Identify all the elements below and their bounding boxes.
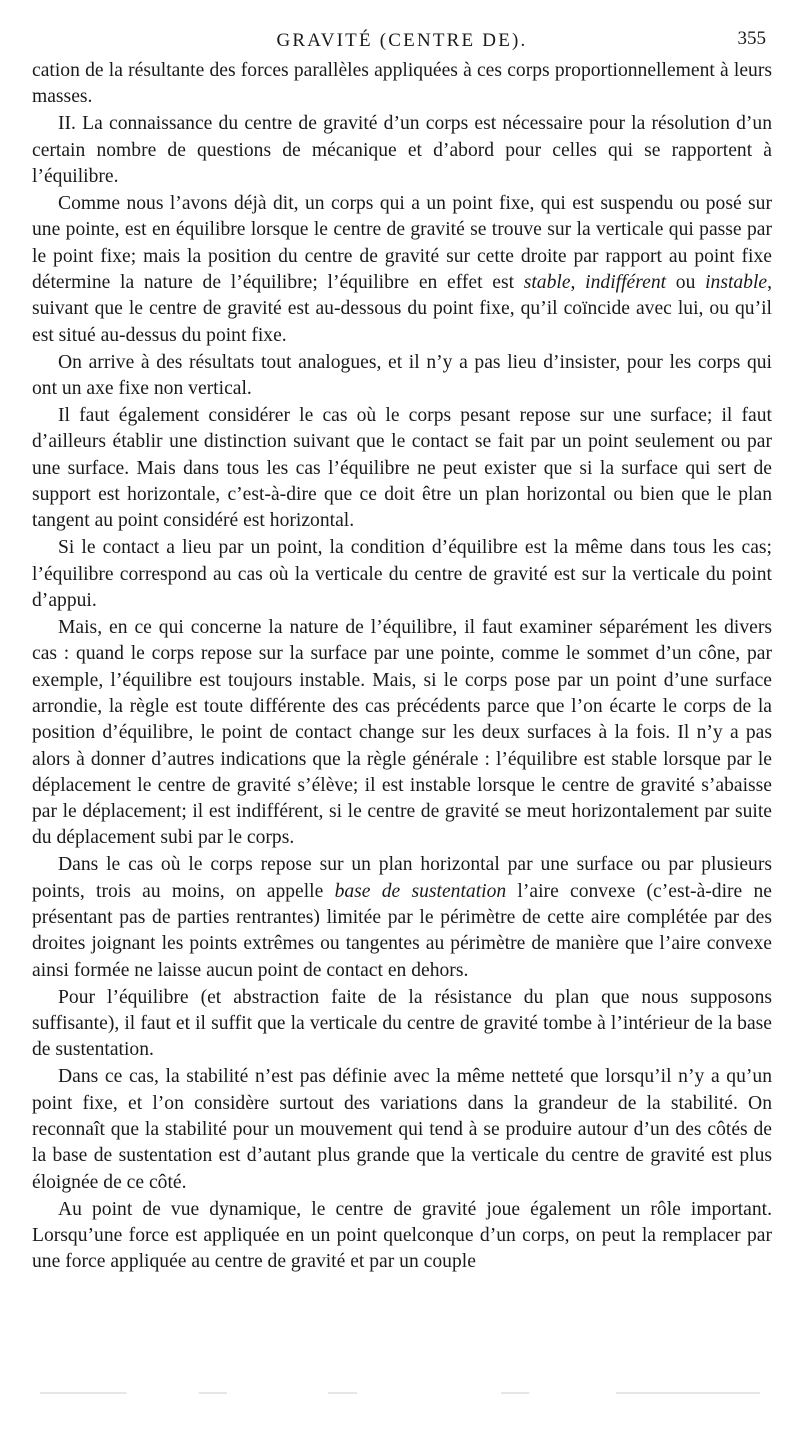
document-page <box>32 22 772 1412</box>
paragraph-text: ou <box>666 271 706 293</box>
paragraph-text: , suivant que le centre de gravité est au-dessous du point fixe, qu’il coïncide avec lui, ou qu’il est situé au-dessus du point fixe. <box>32 271 773 346</box>
paragraph <box>32 403 772 534</box>
italic-term: base de sustentation <box>334 880 507 902</box>
paragraph <box>32 111 772 190</box>
paragraph <box>32 1197 772 1276</box>
paragraph-text: , <box>570 271 586 293</box>
paragraph-text: Il faut également considérer le cas où le corps pesant repose sur une surface; il faut d’ailleurs établir une distinction suivant que le contact se fait par un point seulement ou par une surface. Mais dans tous les cas l’équilibre ne peut exister que si la surface qui sert de support est horizontale, c’est-à-dire que ce doit être un plan horizontal ou bien que le plan tangent au point considéré est horizontal. <box>32 405 772 532</box>
paragraph-text: cation de la résultante des forces parallèles appliquées à ces corps proportionnellement à leurs masses. <box>32 60 772 108</box>
paragraph-text: Si le contact a lieu par un point, la condition d’équilibre est la même dans tous les cas; l’équilibre correspond au cas où la verticale du centre de gravité est sur la verticale du point d’appui. <box>32 537 772 611</box>
scan-artifact-line <box>40 1392 760 1394</box>
paragraph-text: Au point de vue dynamique, le centre de gravité joue également un rôle important. Lorsqu’une force est appliquée en un point quelconque d’un corps, on peut la remplacer par une force appliquée au centre de gravité et par un couple <box>32 1198 772 1273</box>
running-head: GRAVITÉ (CENTRE DE). <box>276 30 528 51</box>
paragraph <box>32 1064 772 1195</box>
body-text <box>32 58 772 1276</box>
paragraph <box>32 350 772 403</box>
paragraph-text: Dans ce cas, la stabilité n’est pas définie avec la même netteté que lorsqu’il n’y a qu’un point fixe, et l’on considère surtout des variations dans la grandeur de la stabilité. On reconnaît que la stabilité pour un mouvement qui tend à se produire autour d’un des côtés de la base de sustentation est d’autant plus grande que la verticale du centre de gravité est plus éloignée de ce côté. <box>32 1066 772 1193</box>
paragraph <box>32 191 772 349</box>
paragraph-text: Pour l’équilibre (et abstraction faite de la résistance du plan que nous supposons suffisante), il faut et il suffit que la verticale du centre de gravité tombe à l’intérieur de la base de sustentation. <box>32 986 772 1061</box>
paragraph <box>32 985 772 1064</box>
paragraph-text: Mais, en ce qui concerne la nature de l’équilibre, il faut examiner séparément les divers cas : quand le corps repose sur la surface par une pointe, comme le sommet d’un cône, par exemple, l’équilibre est toujours instable. Mais, si le corps pose par un point d’une surface arrondie, la règle est toute différente des cas précédents parce que l’on écarte le corps de la position d’équilibre, le point de contact change sur les deux surfaces à la fois. Il n’y a pas alors à donner d’autres indications que la règle générale : l’équilibre est stable lorsque par le déplacement le centre de gravité s’élève; il est instable lorsque le centre de gravité s’abaisse par le déplacement; il est indifférent, si le centre de gravité se meut horizontalement par suite du déplacement subi par le corps. <box>32 617 772 849</box>
paragraph-text: II. La connaissance du centre de gravité d’un corps est nécessaire pour la résolution d’un certain nombre de questions de mécanique et d’abord pour celles qui se rapportent à l’équilibre. <box>32 113 772 187</box>
italic-term: indifférent <box>585 271 667 293</box>
page-number: 355 <box>737 28 766 49</box>
italic-term: stable <box>523 271 571 293</box>
paragraph-text: Dans le cas où le corps repose sur un plan horizontal par une surface ou par plusieurs points, trois au moins, on appelle <box>32 854 772 902</box>
paragraph-text: On arrive à des résultats tout analogues, et il n’y a pas lieu d’insister, pour les corps qui ont un axe fixe non vertical. <box>32 351 772 399</box>
paragraph <box>32 535 772 614</box>
page-header <box>32 22 772 58</box>
paragraph <box>32 58 772 111</box>
paragraph-text: Comme nous l’avons déjà dit, un corps qui a un point fixe, qui est suspendu ou posé sur une pointe, est en équilibre lorsque le centre de gravité se trouve sur la verticale qui passe par le point fixe; mais la position du centre de gravité sur cette droite par rapport au point fixe détermine la nature de l’équilibre; l’équilibre en effet est <box>32 193 772 293</box>
italic-term: instable <box>705 271 768 293</box>
paragraph <box>32 852 772 983</box>
paragraph <box>32 615 772 852</box>
paragraph-text: l’aire convexe (c’est-à-dire ne présentant pas de parties rentrantes) limitée par le périmètre de cette aire complétée par des droites joignant les points extrêmes ou tangentes au périmètre de manière que l’aire convexe ainsi formée ne laisse aucun point de contact en dehors. <box>32 880 772 981</box>
